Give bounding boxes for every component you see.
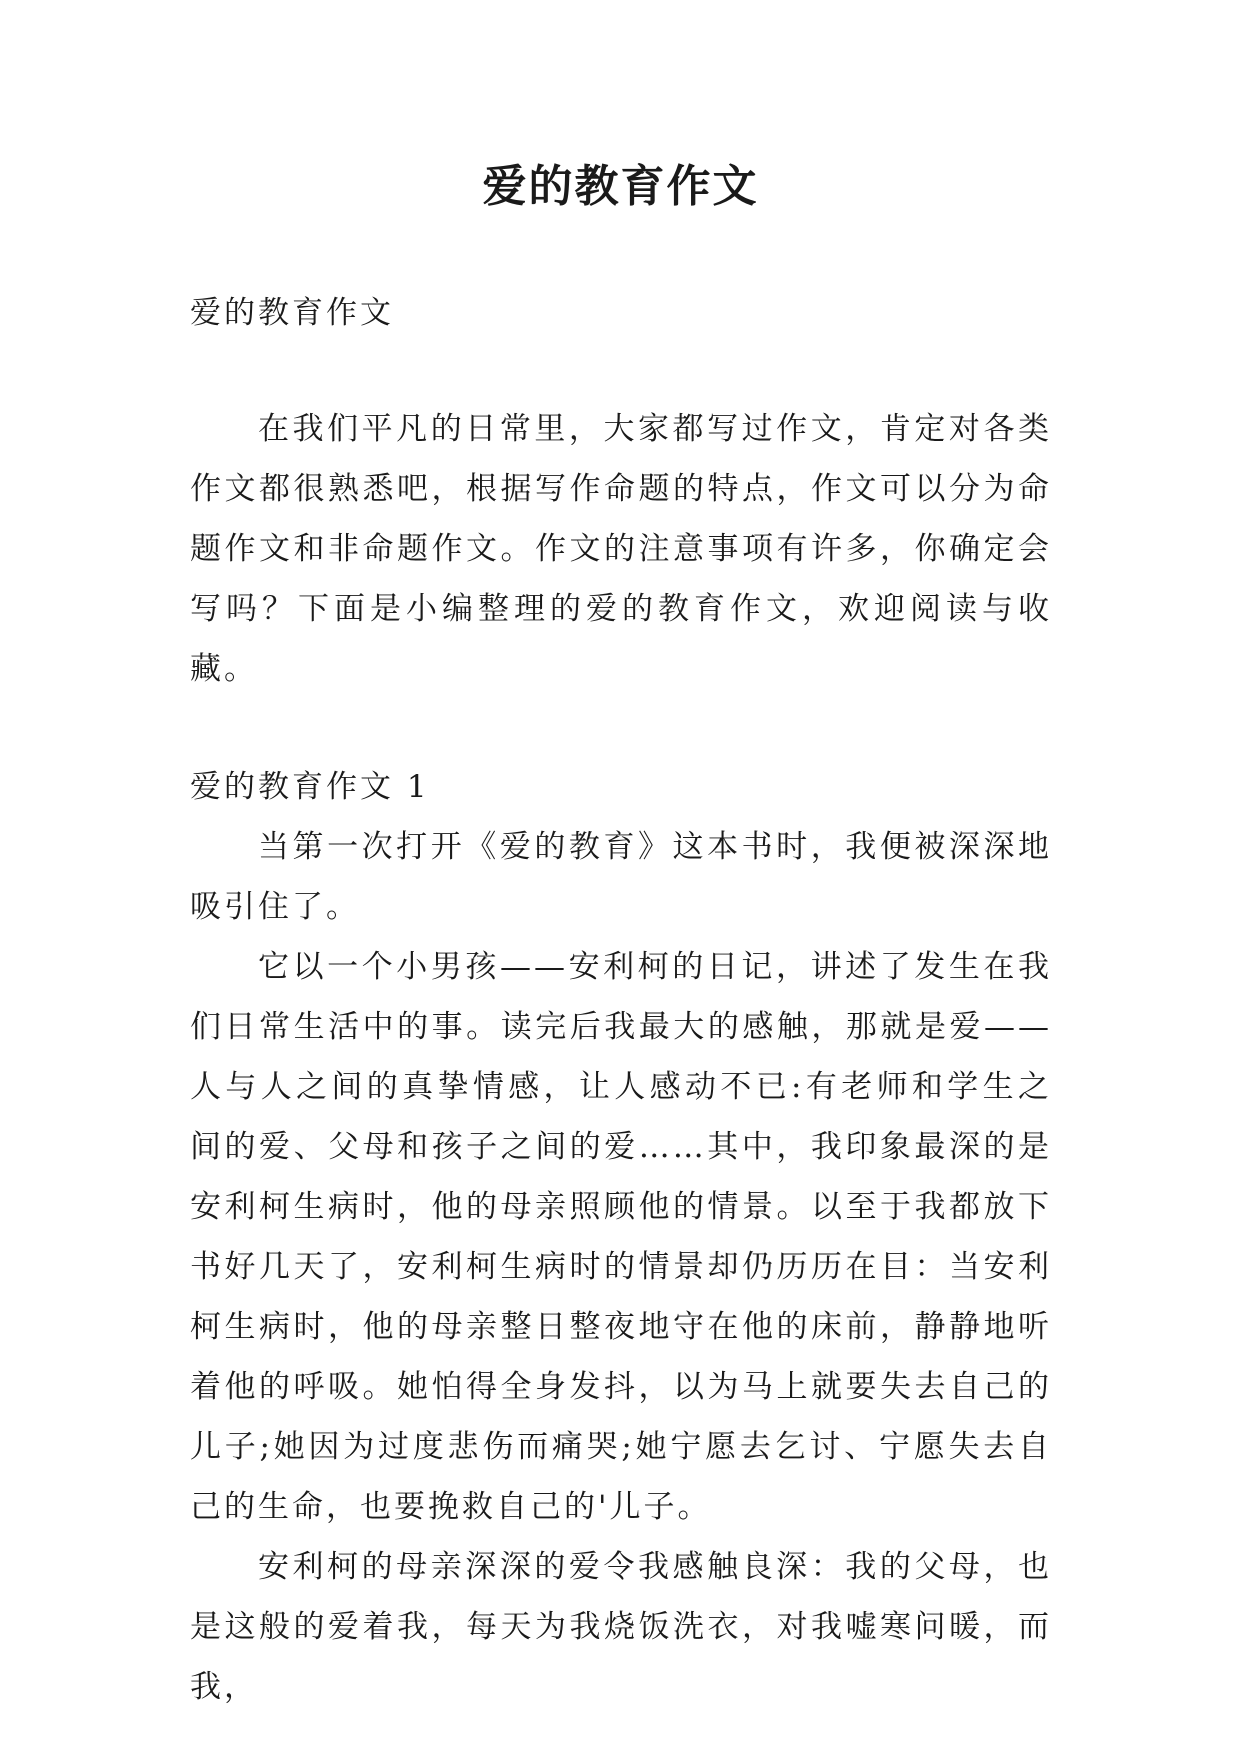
document-body — [190, 283, 1052, 1717]
body-paragraph-1: 当第一次打开《爱的教育》这本书时，我便被深深地吸引住了。 — [190, 829, 1052, 925]
body-paragraph-2: 它以一个小男孩——安利柯的日记，讲述了发生在我们日常生活中的事。读完后我最大的感触，那就是爱——人与人之间的真挚情感，让人感动不已:有老师和学生之间的爱、父母和孩子之间的爱……其中，我印象最深的是安利柯生病时，他的母亲照顾他的情景。以至于我都放下书好几天了，安利柯生病时的情景却仍历历在目：当安利柯生病时，他的母亲整日整夜地守在他的床前，静静地听着他的呼吸。她怕得全身发抖，以为马上就要失去自己的儿子;她因为过度悲伤而痛哭;她宁愿去乞讨、宁愿失去自己的生命，也要挽救自己的'儿子。 — [190, 949, 1052, 1525]
subtitle: 爱的教育作文 — [190, 295, 394, 331]
body-paragraph-3: 安利柯的母亲深深的爱令我感触良深：我的父母，也是这般的爱着我，每天为我烧饭洗衣，对我嘘寒问暖，而我， — [190, 1549, 1052, 1705]
intro-paragraph: 在我们平凡的日常里，大家都写过作文，肯定对各类作文都很熟悉吧，根据写作命题的特点，作文可以分为命题作文和非命题作文。作文的注意事项有许多，你确定会写吗？下面是小编整理的爱的教育作文，欢迎阅读与收藏。 — [190, 411, 1052, 687]
section-heading: 爱的教育作文 1 — [190, 769, 430, 805]
document-title: 爱的教育作文 — [482, 161, 759, 212]
